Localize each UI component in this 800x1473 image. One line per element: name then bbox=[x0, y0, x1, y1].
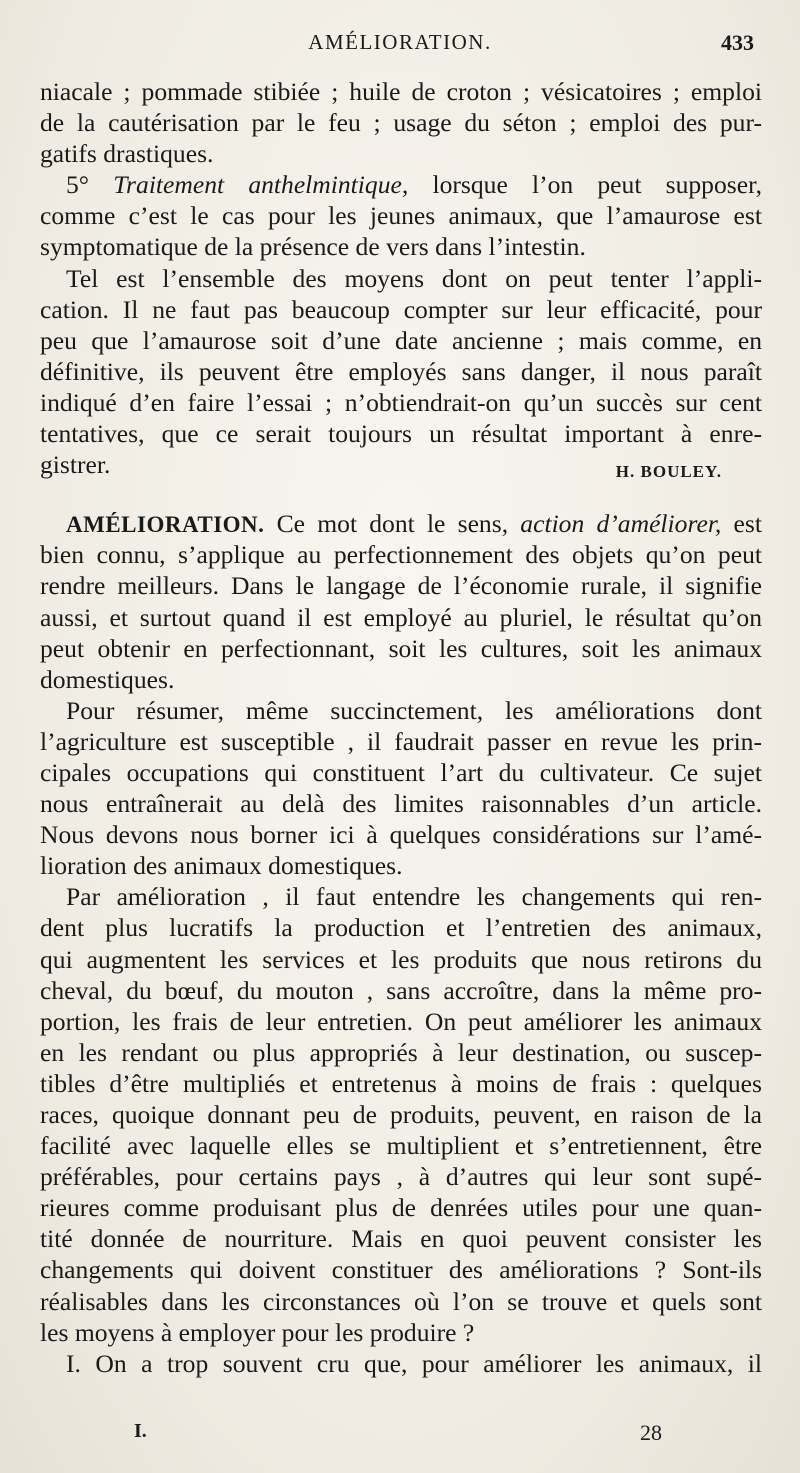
text-line: I. On a trop souvent cru que, pour améliorer les animaux, il bbox=[66, 1348, 762, 1378]
text-line: cation. Il ne faut pas beaucoup compter sur leur efficacité, pour bbox=[40, 294, 762, 324]
item-number: 5° bbox=[66, 170, 90, 200]
page-footer bbox=[0, 1420, 800, 1450]
text-line: préférables, pour certains pays , à d’autres qui leur sont supé- bbox=[40, 1162, 762, 1192]
text-line: indiqué d’en faire l’essai ; n’obtiendrait-on qu’un succès sur cent bbox=[40, 387, 762, 417]
text-line: dent plus lucratifs la production et l’entretien des animaux, bbox=[40, 913, 762, 943]
text-line: lioration des animaux domestiques. bbox=[40, 851, 403, 881]
sheet-number: 28 bbox=[640, 1420, 662, 1445]
italic-phrase: action d’améliorer, bbox=[520, 509, 722, 539]
treatment-item-5 bbox=[40, 169, 762, 200]
text-line: peu que l’amaurose soit d’une date ancienne ; mais comme, en bbox=[40, 325, 762, 355]
text-line: peut obtenir en perfectionnant, soit les cultures, soit les animaux bbox=[40, 633, 762, 663]
item-title: Traitement anthelmintique, bbox=[113, 170, 409, 200]
signature-mark: I. bbox=[134, 1420, 147, 1442]
text-line: cheval, du bœuf, du mouton , sans accroître, dans la même pro- bbox=[40, 975, 762, 1005]
text-line: réalisables dans les circonstances où l’on se trouve et quels sont bbox=[40, 1286, 762, 1316]
text-line: Par amélioration , il faut entendre les changements qui ren- bbox=[66, 882, 762, 912]
author-signature: H. BOULEY. bbox=[615, 462, 722, 482]
running-head bbox=[0, 30, 800, 60]
item-text: lorsque l’on peut supposer, bbox=[432, 170, 762, 200]
text-line: comme c’est le cas pour les jeunes animaux, que l’amaurose est bbox=[40, 201, 762, 231]
text-line: rieures comme produisant plus de denrées utiles pour une quan- bbox=[40, 1193, 762, 1223]
text-line: tibles d’être multipliés et entretenus à moins de frais : quelques bbox=[40, 1068, 762, 1098]
text-line: Pour résumer, même succinctement, les améliorations dont bbox=[66, 695, 762, 725]
text-line: changements qui doivent constituer des améliorations ? Sont-ils bbox=[40, 1255, 762, 1285]
running-title: AMÉLIORATION. bbox=[308, 30, 492, 54]
text-line: rendre meilleurs. Dans le langage de l’économie rurale, il signifie bbox=[40, 571, 762, 601]
text-line: l’agriculture est susceptible , il faudrait passer en revue les prin- bbox=[40, 726, 762, 756]
text-line: races, quoique donnant peu de produits, peuvent, en raison de la bbox=[40, 1100, 762, 1129]
text-line: tité donnée de nourriture. Mais en quoi peuvent consister les bbox=[40, 1224, 762, 1254]
page-number: 433 bbox=[721, 30, 754, 55]
text-line: niacale ; pommade stibiée ; huile de croton ; vésicatoires ; emploi bbox=[40, 77, 762, 106]
text-line: domestiques. bbox=[40, 664, 175, 694]
text-line: tentatives, que ce serait toujours un résultat important à enre- bbox=[40, 419, 762, 449]
text-line: facilité avec laquelle elles se multiplient et s’entretiennent, être bbox=[40, 1131, 762, 1161]
text-line: en les rendant ou plus appropriés à leur destination, ou suscep- bbox=[40, 1037, 762, 1067]
text-line: définitive, ils peuvent être employés sans danger, il nous paraît bbox=[40, 356, 762, 386]
text-line: aussi, et surtout quand il est employé au pluriel, le résultat qu’on bbox=[40, 602, 762, 632]
signature-line bbox=[40, 449, 762, 480]
text-line: nous entraînerait au delà des limites raisonnables d’un article. bbox=[40, 789, 762, 819]
text-fragment: Ce mot dont le sens, bbox=[276, 509, 509, 539]
article-headword: AMÉLIORATION. bbox=[66, 512, 265, 538]
text-line: de la cautérisation par le feu ; usage du séton ; emploi des pur- bbox=[40, 108, 762, 138]
body-text bbox=[40, 76, 762, 1379]
text-line: gatifs drastiques. bbox=[40, 139, 214, 169]
text-line: portion, les frais de leur entretien. On peut améliorer les animaux bbox=[40, 1006, 762, 1036]
text-line: gistrer. bbox=[40, 450, 111, 480]
text-line: cipales occupations qui constituent l’art du cultivateur. Ce sujet bbox=[40, 757, 762, 787]
text-line: Tel est l’ensemble des moyens dont on peut tenter l’appli- bbox=[66, 263, 762, 293]
text-fragment: est bbox=[733, 509, 762, 539]
article-first-line bbox=[40, 508, 762, 539]
text-line: symptomatique de la présence de vers dans l’intestin. bbox=[40, 232, 586, 262]
text-line: qui augmentent les services et les produits que nous retirons du bbox=[40, 944, 762, 974]
text-line: les moyens à employer pour les produire ? bbox=[40, 1317, 475, 1347]
text-line: bien connu, s’applique au perfectionnement des objets qu’on peut bbox=[40, 540, 762, 570]
text-line: Nous devons nous borner ici à quelques considérations sur l’amé- bbox=[40, 820, 762, 850]
